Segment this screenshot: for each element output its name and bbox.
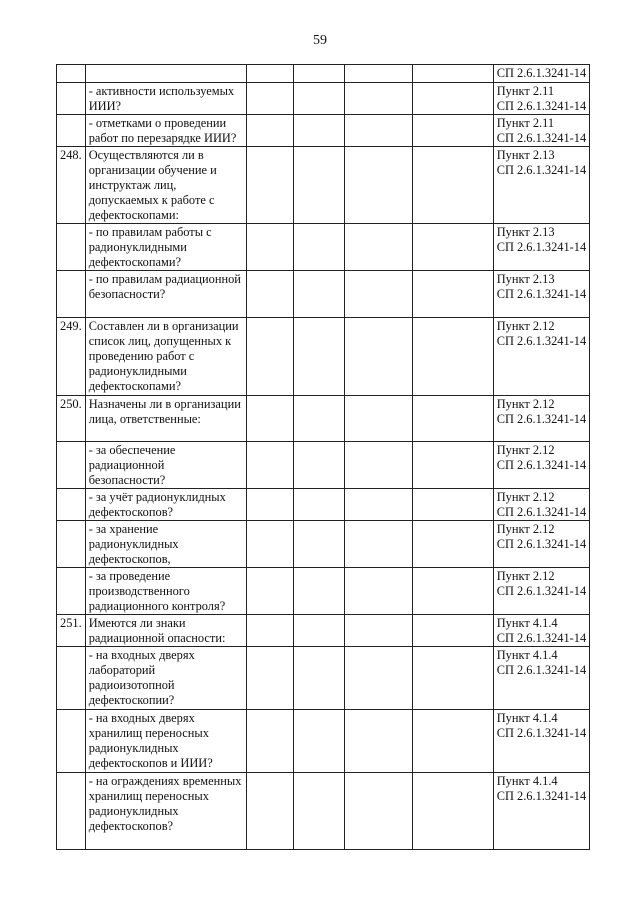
answer-yes-cell bbox=[246, 521, 293, 568]
question-cell: - за обеспечение радиационной безопасности? bbox=[85, 442, 246, 489]
answer-na-cell bbox=[344, 521, 412, 568]
reference-document: СП 2.6.1.3241-14 bbox=[496, 287, 587, 301]
item-number bbox=[57, 224, 86, 271]
reference-cell bbox=[493, 147, 590, 224]
item-number: 249. bbox=[57, 318, 86, 396]
reference-cell bbox=[493, 271, 590, 318]
answer-yes-cell bbox=[246, 147, 293, 224]
answer-na-cell bbox=[344, 568, 412, 615]
answer-na-cell bbox=[344, 147, 412, 224]
answer-no-cell bbox=[293, 396, 344, 442]
answer-yes-cell bbox=[246, 318, 293, 396]
reference-document: СП 2.6.1.3241-14 bbox=[496, 66, 587, 80]
item-number bbox=[57, 710, 86, 773]
reference-clause: Пункт 2.12 bbox=[496, 443, 555, 457]
reference-cell bbox=[493, 442, 590, 489]
comment-cell bbox=[412, 615, 493, 647]
comment-cell bbox=[412, 521, 493, 568]
answer-yes-cell bbox=[246, 442, 293, 489]
answer-yes-cell bbox=[246, 615, 293, 647]
comment-cell bbox=[412, 65, 493, 83]
answer-no-cell bbox=[293, 647, 344, 710]
reference-cell bbox=[493, 224, 590, 271]
answer-yes-cell bbox=[246, 65, 293, 83]
question-cell: - активности используемых ИИИ? bbox=[85, 83, 246, 115]
table-row bbox=[57, 773, 590, 850]
reference-cell bbox=[493, 318, 590, 396]
comment-cell bbox=[412, 271, 493, 318]
table-row bbox=[57, 521, 590, 568]
table-row bbox=[57, 224, 590, 271]
answer-no-cell bbox=[293, 568, 344, 615]
reference-cell bbox=[493, 83, 590, 115]
table-row bbox=[57, 318, 590, 396]
reference-cell bbox=[493, 396, 590, 442]
reference-clause: Пункт 4.1.4 bbox=[496, 711, 558, 725]
reference-cell bbox=[493, 65, 590, 83]
reference-clause: Пункт 2.13 bbox=[496, 225, 555, 239]
question-cell: - за хранение радионуклидных дефектоскопов, bbox=[85, 521, 246, 568]
answer-na-cell bbox=[344, 647, 412, 710]
table-row bbox=[57, 442, 590, 489]
answer-na-cell bbox=[344, 224, 412, 271]
item-number bbox=[57, 647, 86, 710]
checklist-table bbox=[56, 64, 590, 850]
answer-na-cell bbox=[344, 271, 412, 318]
comment-cell bbox=[412, 83, 493, 115]
answer-yes-cell bbox=[246, 115, 293, 147]
answer-no-cell bbox=[293, 147, 344, 224]
reference-cell bbox=[493, 115, 590, 147]
answer-no-cell bbox=[293, 115, 344, 147]
answer-yes-cell bbox=[246, 224, 293, 271]
reference-clause: Пункт 2.11 bbox=[496, 116, 555, 130]
comment-cell bbox=[412, 396, 493, 442]
reference-clause: Пункт 2.12 bbox=[496, 319, 555, 333]
reference-document: СП 2.6.1.3241-14 bbox=[496, 663, 587, 677]
answer-yes-cell bbox=[246, 568, 293, 615]
question-cell: - на ограждениях временных хранилищ переносных радионуклидных дефектоскопов? bbox=[85, 773, 246, 850]
reference-clause: Пункт 2.11 bbox=[496, 84, 555, 98]
reference-document: СП 2.6.1.3241-14 bbox=[496, 726, 587, 740]
item-number bbox=[57, 489, 86, 521]
answer-yes-cell bbox=[246, 710, 293, 773]
item-number bbox=[57, 521, 86, 568]
comment-cell bbox=[412, 442, 493, 489]
table-row bbox=[57, 65, 590, 83]
item-number bbox=[57, 83, 86, 115]
reference-cell bbox=[493, 710, 590, 773]
item-number bbox=[57, 271, 86, 318]
table-row bbox=[57, 615, 590, 647]
reference-cell bbox=[493, 489, 590, 521]
reference-clause: Пункт 4.1.4 bbox=[496, 616, 558, 630]
answer-yes-cell bbox=[246, 647, 293, 710]
answer-no-cell bbox=[293, 773, 344, 850]
table-row bbox=[57, 115, 590, 147]
question-cell: Осуществляются ли в организации обучение и инструктаж лиц, допускаемых к работе с дефектоскопами: bbox=[85, 147, 246, 224]
reference-document: СП 2.6.1.3241-14 bbox=[496, 789, 587, 803]
reference-document: СП 2.6.1.3241-14 bbox=[496, 99, 587, 113]
answer-no-cell bbox=[293, 521, 344, 568]
checklist-body bbox=[57, 65, 590, 850]
answer-no-cell bbox=[293, 710, 344, 773]
answer-no-cell bbox=[293, 224, 344, 271]
question-cell: - по правилам работы с радионуклидными дефектоскопами? bbox=[85, 224, 246, 271]
question-cell: Имеются ли знаки радиационной опасности: bbox=[85, 615, 246, 647]
reference-cell bbox=[493, 521, 590, 568]
question-cell: - за проведение производственного радиационного контроля? bbox=[85, 568, 246, 615]
answer-na-cell bbox=[344, 615, 412, 647]
reference-clause: Пункт 2.12 bbox=[496, 397, 555, 411]
reference-document: СП 2.6.1.3241-14 bbox=[496, 163, 587, 177]
answer-no-cell bbox=[293, 271, 344, 318]
reference-document: СП 2.6.1.3241-14 bbox=[496, 412, 587, 426]
comment-cell bbox=[412, 318, 493, 396]
comment-cell bbox=[412, 147, 493, 224]
table-row bbox=[57, 271, 590, 318]
answer-na-cell bbox=[344, 773, 412, 850]
answer-na-cell bbox=[344, 83, 412, 115]
item-number bbox=[57, 442, 86, 489]
answer-yes-cell bbox=[246, 271, 293, 318]
page-number: 59 bbox=[313, 33, 327, 48]
reference-document: СП 2.6.1.3241-14 bbox=[496, 537, 587, 551]
question-cell: - на входных дверях хранилищ переносных радионуклидных дефектоскопов и ИИИ? bbox=[85, 710, 246, 773]
reference-clause: Пункт 2.13 bbox=[496, 272, 555, 286]
comment-cell bbox=[412, 115, 493, 147]
question-cell: - на входных дверях лабораторий радиоизотопной дефектоскопии? bbox=[85, 647, 246, 710]
item-number: 251. bbox=[57, 615, 86, 647]
reference-clause: Пункт 2.12 bbox=[496, 490, 555, 504]
table-row bbox=[57, 647, 590, 710]
question-cell: - отметками о проведении работ по перезарядке ИИИ? bbox=[85, 115, 246, 147]
item-number bbox=[57, 115, 86, 147]
question-cell bbox=[85, 65, 246, 83]
table-row bbox=[57, 710, 590, 773]
comment-cell bbox=[412, 647, 493, 710]
reference-document: СП 2.6.1.3241-14 bbox=[496, 631, 587, 645]
answer-no-cell bbox=[293, 318, 344, 396]
reference-clause: Пункт 2.12 bbox=[496, 522, 555, 536]
comment-cell bbox=[412, 773, 493, 850]
reference-clause: Пункт 4.1.4 bbox=[496, 648, 558, 662]
answer-no-cell bbox=[293, 615, 344, 647]
reference-clause: Пункт 2.13 bbox=[496, 148, 555, 162]
answer-na-cell bbox=[344, 442, 412, 489]
comment-cell bbox=[412, 489, 493, 521]
answer-yes-cell bbox=[246, 83, 293, 115]
answer-no-cell bbox=[293, 65, 344, 83]
answer-yes-cell bbox=[246, 489, 293, 521]
item-number: 250. bbox=[57, 396, 86, 442]
comment-cell bbox=[412, 568, 493, 615]
answer-na-cell bbox=[344, 115, 412, 147]
item-number: 248. bbox=[57, 147, 86, 224]
comment-cell bbox=[412, 710, 493, 773]
item-number bbox=[57, 773, 86, 850]
reference-document: СП 2.6.1.3241-14 bbox=[496, 458, 587, 472]
reference-document: СП 2.6.1.3241-14 bbox=[496, 584, 587, 598]
answer-na-cell bbox=[344, 710, 412, 773]
reference-document: СП 2.6.1.3241-14 bbox=[496, 240, 587, 254]
answer-na-cell bbox=[344, 65, 412, 83]
reference-document: СП 2.6.1.3241-14 bbox=[496, 131, 587, 145]
table-row bbox=[57, 568, 590, 615]
question-cell: - за учёт радионуклидных дефектоскопов? bbox=[85, 489, 246, 521]
question-cell: - по правилам радиационной безопасности? bbox=[85, 271, 246, 318]
item-number bbox=[57, 568, 86, 615]
answer-na-cell bbox=[344, 318, 412, 396]
table-row bbox=[57, 147, 590, 224]
reference-cell bbox=[493, 568, 590, 615]
reference-cell bbox=[493, 773, 590, 850]
answer-na-cell bbox=[344, 396, 412, 442]
item-number bbox=[57, 65, 86, 83]
table-row bbox=[57, 83, 590, 115]
question-cell: Назначены ли в организации лица, ответственные: bbox=[85, 396, 246, 442]
reference-clause: Пункт 4.1.4 bbox=[496, 774, 558, 788]
reference-document: СП 2.6.1.3241-14 bbox=[496, 334, 587, 348]
reference-document: СП 2.6.1.3241-14 bbox=[496, 505, 587, 519]
reference-cell bbox=[493, 615, 590, 647]
answer-no-cell bbox=[293, 442, 344, 489]
answer-no-cell bbox=[293, 83, 344, 115]
reference-clause: Пункт 2.12 bbox=[496, 569, 555, 583]
table-row bbox=[57, 396, 590, 442]
comment-cell bbox=[412, 224, 493, 271]
answer-na-cell bbox=[344, 489, 412, 521]
answer-yes-cell bbox=[246, 773, 293, 850]
question-cell: Составлен ли в организации список лиц, допущенных к проведению работ с радионуклидными дефектоскопами? bbox=[85, 318, 246, 396]
reference-cell bbox=[493, 647, 590, 710]
table-row bbox=[57, 489, 590, 521]
answer-no-cell bbox=[293, 489, 344, 521]
answer-yes-cell bbox=[246, 396, 293, 442]
